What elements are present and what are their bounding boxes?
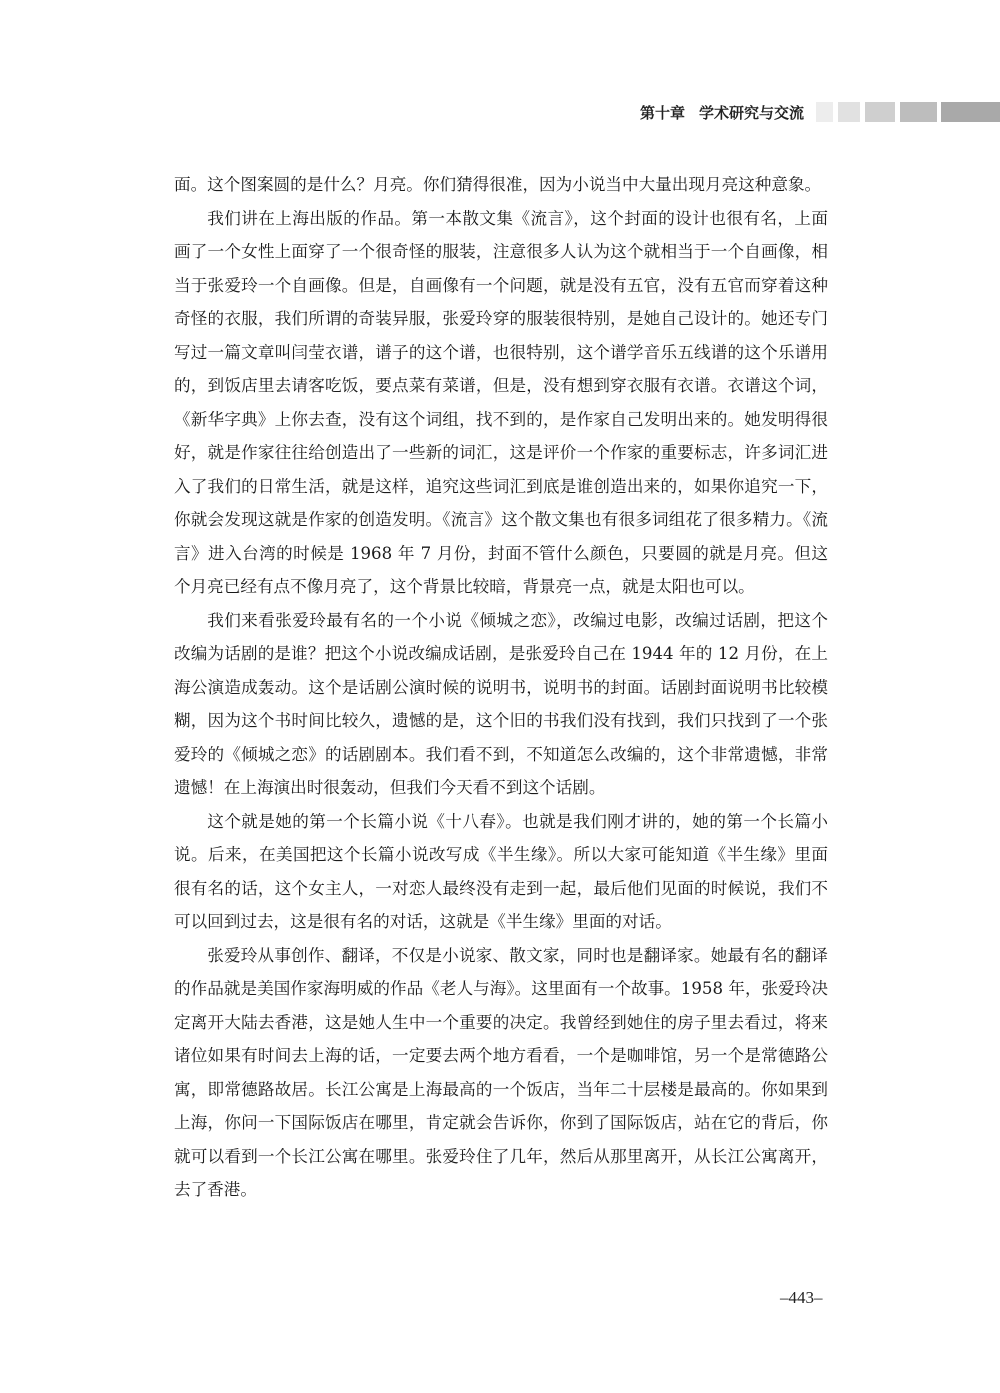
- paragraph-continued: 面。这个图案圆的是什么？月亮。你们猜得很准，因为小说当中大量出现月亮这种意象。: [174, 175, 822, 194]
- header-decor-bar: [816, 102, 833, 122]
- paragraph: 我们来看张爱玲最有名的一个小说《倾城之恋》，改编过电影，改编过话剧，把这个改编为话剧的是谁？把这个小说改编成话剧，是张爱玲自己在 1944 年的 12 月份，在上海公演造成轰动。这个是话剧公演时候的说明书，说明书的封面。话剧封面说明书比较模糊，因为这个书时间比较久，遗憾的是，这个旧的书我们没有找到，我们只找到了一个张爱玲的《倾城之恋》的话剧剧本。我们看不到，不知道怎么改编的，这个非常遗憾，非常遗憾！在上海演出时很轰动，但我们今天看不到这个话剧。: [174, 610, 828, 797]
- chapter-number: 第十章: [640, 104, 686, 122]
- header-decor-bar: [838, 102, 860, 122]
- page-number: –443–: [780, 1288, 823, 1307]
- paragraph: 这个就是她的第一个长篇小说《十八春》。也就是我们刚才讲的，她的第一个长篇小说。后来，在美国把这个长篇小说改写成《半生缘》。所以大家可能知道《半生缘》里面很有名的话，这个女主人，一对恋人最终没有走到一起，最后他们见面的时候说，我们不可以回到过去，这是很有名的对话，这就是《半生缘》里面的对话。: [174, 811, 828, 931]
- chapter-title: 学术研究与交流: [699, 104, 805, 122]
- header-decor-bar: [865, 102, 895, 122]
- header-decor-bar: [900, 102, 937, 122]
- paragraph: 我们讲在上海出版的作品。第一本散文集《流言》，这个封面的设计也很有名，上面画了一个女性上面穿了一个很奇怪的服装，注意很多人认为这个就相当于一个自画像，相当于张爱玲一个自画像。但是，自画像有一个问题，就是没有五官，没有五官而穿着这种奇怪的衣服，我们所谓的奇装异服，张爱玲穿的服装很特别，是她自己设计的。她还专门写过一篇文章叫闫莹衣谱，谱子的这个谱，也很特别，这个谱学音乐五线谱的这个乐谱用的，到饭店里去请客吃饭，要点菜有菜谱，但是，没有想到穿衣服有衣谱。衣谱这个词，《新华字典》上你去查，没有这个词组，找不到的，是作家自己发明出来的。她发明得很好，就是作家往往给创造出了一些新的词汇，这是评价一个作家的重要标志，许多词汇进入了我们的日常生活，就是这样，追究这些词汇到底是谁创造出来的，如果你追究一下，你就会发现这就是作家的创造发明。《流言》这个散文集也有很多词组花了很多精力。《流言》进入台湾的时候是 1968 年 7 月份，封面不管什么颜色，只要圆的就是月亮。但这个月亮已经有点不像月亮了，这个背景比较暗，背景亮一点，就是太阳也可以。: [174, 208, 828, 596]
- body-text: [174, 168, 828, 1207]
- header-decor-bar: [941, 102, 1000, 122]
- chapter-heading: [640, 102, 818, 123]
- paragraph: 张爱玲从事创作、翻译，不仅是小说家、散文家，同时也是翻译家。她最有名的翻译的作品就是美国作家海明威的作品《老人与海》。这里面有一个故事。1958 年，张爱玲决定离开大陆去香港，这是她人生中一个重要的决定。我曾经到她住的房子里去看过，将来诸位如果有时间去上海的话，一定要去两个地方看看，一个是咖啡馆，另一个是常德路公寓，即常德路故居。长江公寓是上海最高的一个饭店，当年二十层楼是最高的。你如果到上海，你问一下国际饭店在哪里，肯定就会告诉你，你到了国际饭店，站在它的背后，你就可以看到一个长江公寓在哪里。张爱玲住了几年，然后从那里离开，从长江公寓离开，去了香港。: [174, 945, 828, 1199]
- running-header: [0, 94, 1000, 128]
